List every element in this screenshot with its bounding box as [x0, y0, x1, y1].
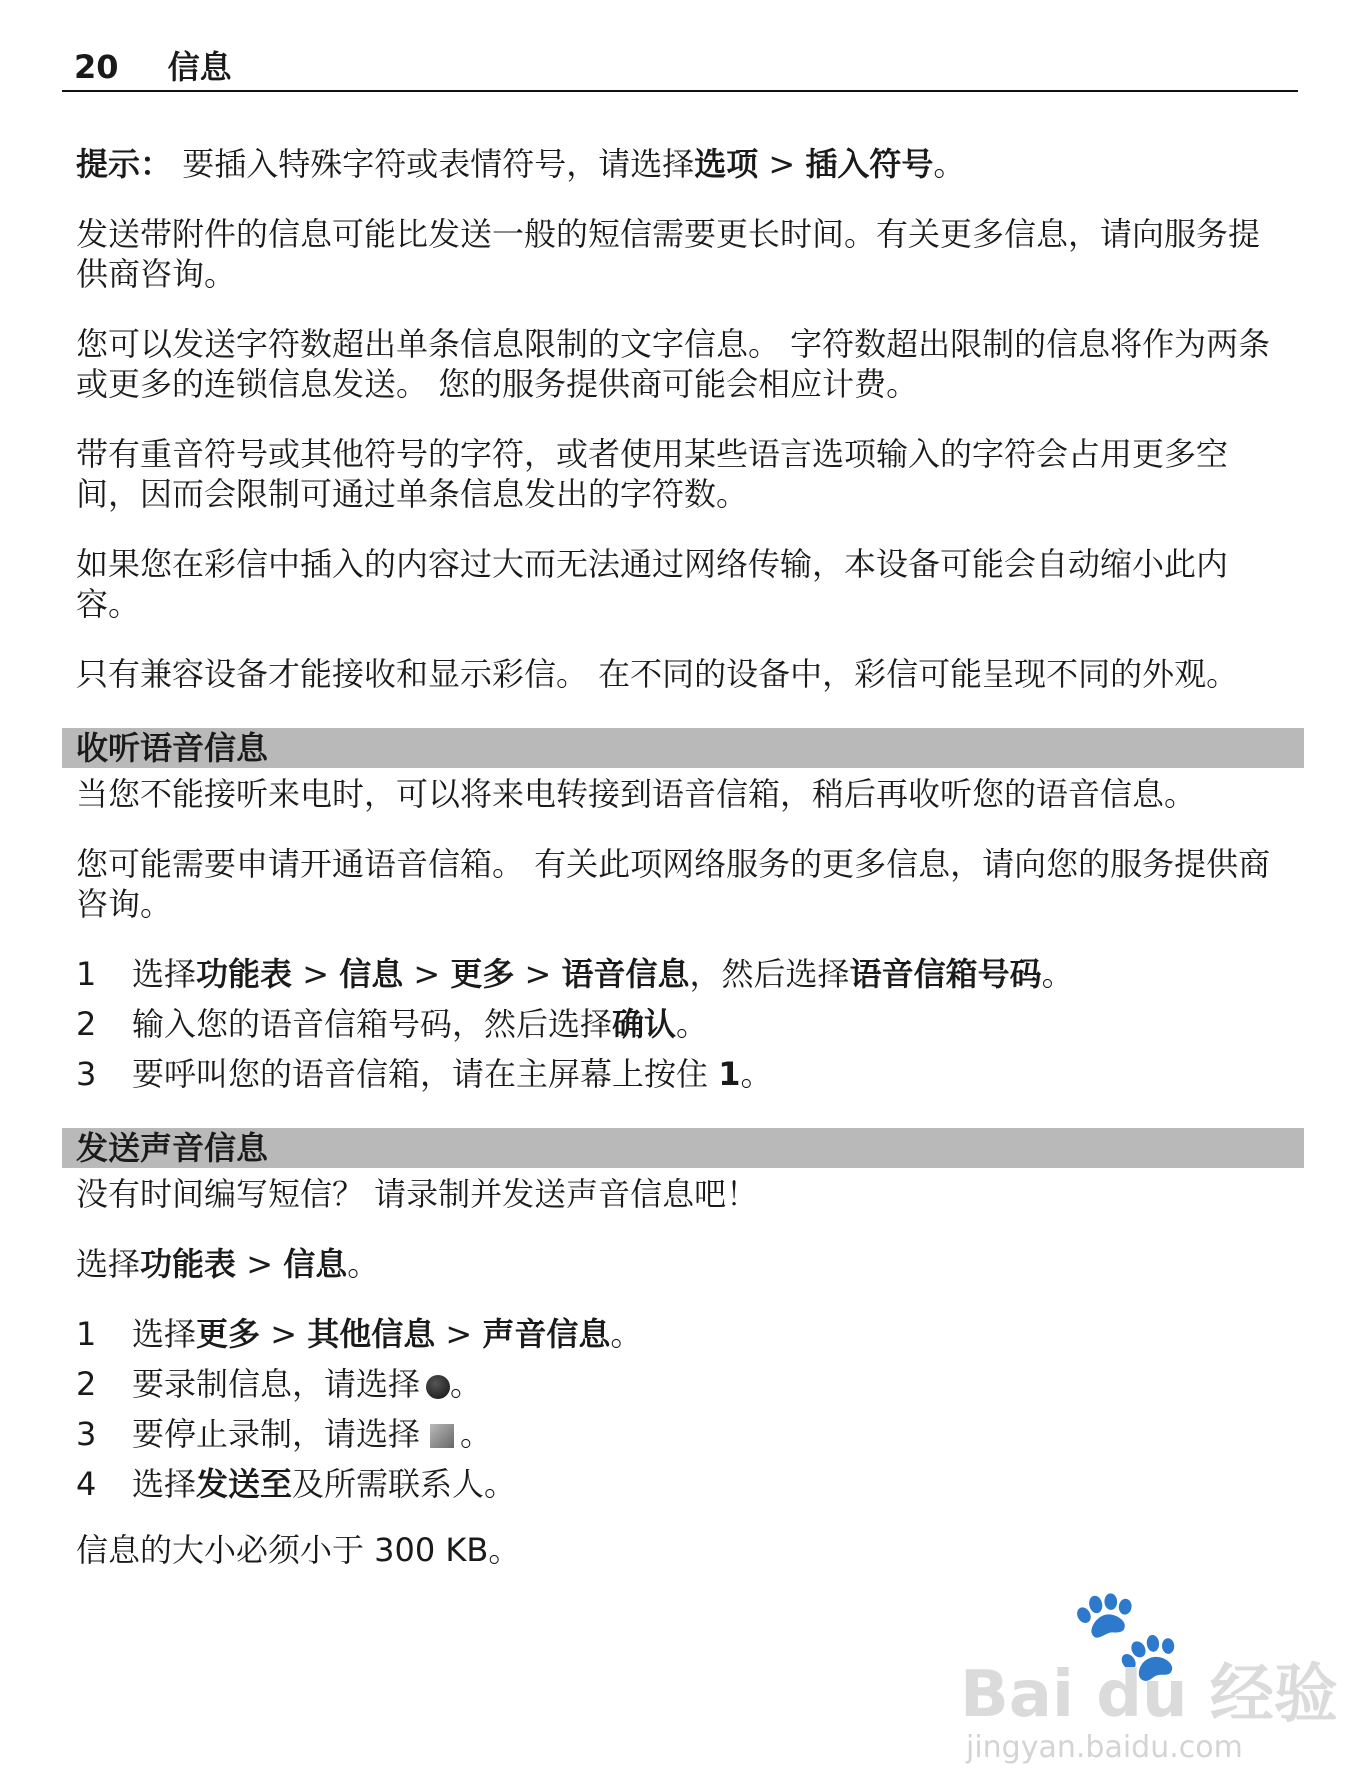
page-header [62, 44, 1298, 92]
list-item: 1 选择功能表 > 信息 > 更多 > 语音信息，然后选择语音信箱号码。 [76, 955, 1074, 993]
list-item: 3 要停止录制，请选择 。 [76, 1415, 493, 1453]
watermark-brand: Bai du 经验 [960, 1658, 1338, 1732]
paragraph: 您可以发送字符数超出单条信息限制的文字信息。 字符数超出限制的信息将作为两条或更多的连锁信息发送。 您的服务提供商可能会相应计费。 [76, 325, 1271, 403]
stop-square-icon [430, 1424, 454, 1448]
section-heading-audio: 发送声音信息 [62, 1128, 1304, 1168]
watermark-site: jingyan.baidu.com [966, 1730, 1243, 1765]
paragraph: 只有兼容设备才能接收和显示彩信。 在不同的设备中，彩信可能呈现不同的外观。 [76, 655, 1239, 693]
paragraph: 发送带附件的信息可能比发送一般的短信需要更长时间。有关更多信息，请向服务提供商咨询。 [76, 215, 1261, 293]
paragraph: 选择功能表 > 信息。 [76, 1245, 380, 1283]
tip-paragraph: 提示： 要插入特殊字符或表情符号，请选择选项 > 插入符号。 [76, 145, 966, 183]
tip-label: 提示： [76, 145, 173, 183]
list-item: 2 要录制信息，请选择 。 [76, 1365, 483, 1403]
page-title: 信息 [167, 48, 232, 86]
list-item: 1 选择更多 > 其他信息 > 声音信息。 [76, 1315, 643, 1353]
paragraph: 带有重音符号或其他符号的字符，或者使用某些语言选项输入的字符会占用更多空间，因而会限制可通过单条信息发出的字符数。 [76, 435, 1229, 513]
list-item: 4 选择发送至及所需联系人。 [76, 1465, 517, 1503]
list-item: 3 要呼叫您的语音信箱，请在主屏幕上按住 1。 [76, 1055, 773, 1093]
page-content [76, 144, 1290, 1600]
paragraph: 信息的大小必须小于 300 KB。 [76, 1531, 521, 1569]
page-number: 20 [74, 48, 119, 86]
list-item: 2 输入您的语音信箱号码，然后选择确认。 [76, 1005, 709, 1043]
section-heading-voice: 收听语音信息 [62, 728, 1304, 768]
paragraph: 您可能需要申请开通语音信箱。 有关此项网络服务的更多信息，请向您的服务提供商咨询。 [76, 845, 1271, 923]
paragraph: 当您不能接听来电时，可以将来电转接到语音信箱，稍后再收听您的语音信息。 [76, 775, 1197, 813]
paragraph: 没有时间编写短信？ 请录制并发送声音信息吧！ [76, 1175, 759, 1213]
voice-steps-list [76, 954, 1290, 1094]
paw-icon: 🐾 [1070, 1582, 1183, 1687]
record-circle-icon [426, 1375, 450, 1399]
audio-steps-list [76, 1314, 1290, 1504]
paragraph: 如果您在彩信中插入的内容过大而无法通过网络传输，本设备可能会自动缩小此内容。 [76, 545, 1229, 623]
baidu-watermark [960, 1582, 1338, 1770]
